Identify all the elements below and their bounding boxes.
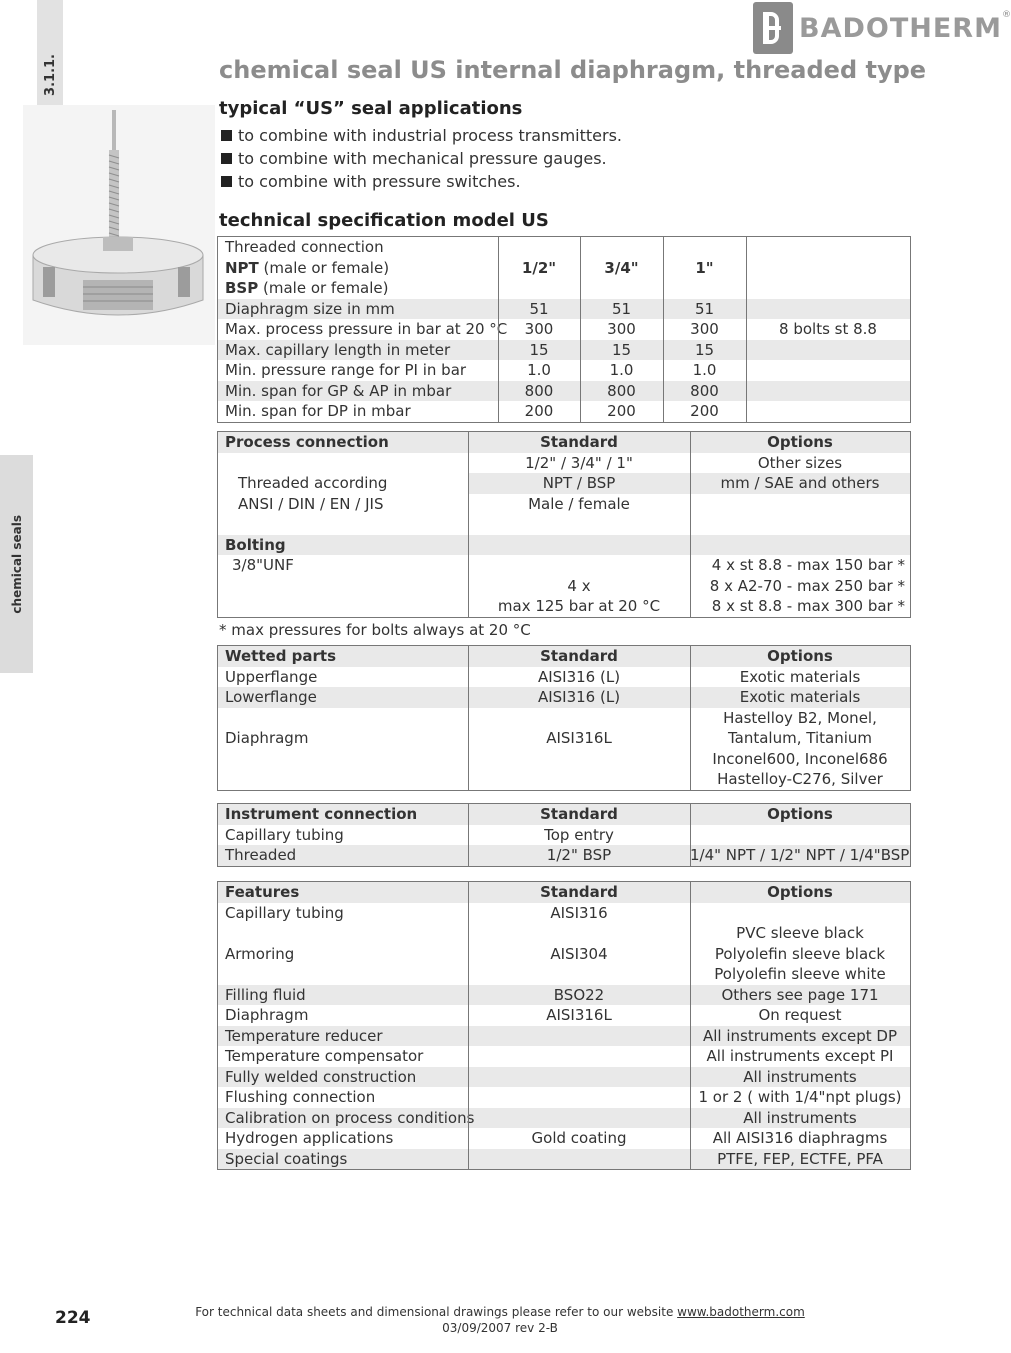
product-photo bbox=[23, 105, 215, 345]
table-row: Max. process pressure in bar at 20 °C 300 300 300 8 bolts st 8.8 bbox=[225, 320, 877, 338]
table-row: Hydrogen applications Gold coating All AISI316 diaphragms bbox=[225, 1129, 888, 1147]
table-row: Temperature reducer All instruments except DP bbox=[218, 1026, 910, 1047]
table-row: NPT (male or female) 1/2" 3/4" 1" bbox=[225, 258, 714, 277]
table-row: Flushing connection 1 or 2 ( with 1/4"npt plugs) bbox=[225, 1088, 902, 1106]
section-number: 3.1.1. bbox=[42, 54, 58, 96]
table-row: BSP (male or female) bbox=[225, 279, 389, 297]
list-item: to combine with mechanical pressure gauges. bbox=[221, 147, 622, 170]
table-row: Min. span for GP & AP in mbar 800 800 800 bbox=[218, 381, 910, 402]
table-row: Inconel600, Inconel686 bbox=[712, 749, 888, 768]
table-row: 1/2" / 3/4" / 1" Other sizes bbox=[525, 453, 843, 472]
table-row: Special coatings PTFE, FEP, ECTFE, PFA bbox=[218, 1149, 910, 1170]
table-row: Min. span for DP in mbar 200 200 200 bbox=[225, 402, 719, 420]
table-row: Diaphragm AISI316L On request bbox=[225, 1006, 842, 1024]
table-row: Upperflange AISI316 (L) Exotic materials bbox=[225, 667, 861, 686]
page-number: 224 bbox=[55, 1308, 91, 1328]
table-row: Diaphragm size in mm 51 51 51 bbox=[218, 299, 910, 320]
revision-date: 03/09/2007 rev 2-B bbox=[442, 1321, 558, 1335]
square-bullet-icon bbox=[221, 153, 232, 164]
footer bbox=[0, 1304, 1000, 1336]
side-tab bbox=[0, 455, 33, 673]
table-row: Features Standard Options bbox=[218, 882, 910, 903]
table-row bbox=[218, 514, 910, 535]
brand-name: BADOTHERM bbox=[799, 12, 1002, 44]
applications-heading: typical “US” seal applications bbox=[219, 98, 523, 119]
table-row: Hastelloy B2, Monel, bbox=[723, 708, 877, 727]
table-row: Hastelloy-C276, Silver bbox=[717, 770, 883, 788]
list-item: to combine with pressure switches. bbox=[221, 170, 622, 193]
wetted-parts-table bbox=[217, 645, 911, 791]
side-label: chemical seals bbox=[9, 514, 24, 614]
website-link[interactable]: www.badotherm.com bbox=[677, 1305, 805, 1319]
table-row: ANSI / DIN / EN / JIS Male / female bbox=[238, 494, 630, 513]
table-row: Fully welded construction All instruments bbox=[218, 1067, 910, 1088]
table-row: Capillary tubing AISI316 bbox=[225, 903, 608, 922]
table-row: Wetted parts Standard Options bbox=[218, 646, 910, 667]
table-row: Capillary tubing Top entry bbox=[225, 825, 614, 844]
table-row: 3/8"UNF 4 x st 8.8 - max 150 bar * bbox=[232, 556, 905, 574]
features-table bbox=[217, 881, 911, 1170]
page-title: chemical seal US internal diaphragm, threaded type bbox=[219, 56, 927, 84]
table-row: Threaded connection bbox=[225, 238, 384, 256]
spec-heading: technical specification model US bbox=[219, 210, 549, 231]
bolt-pressure-note: * max pressures for bolts always at 20 °C bbox=[219, 621, 531, 639]
square-bullet-icon bbox=[221, 176, 232, 187]
table-row: Polyolefin sleeve white bbox=[714, 965, 886, 983]
table-row: Max. capillary length in meter 15 15 15 bbox=[218, 340, 910, 361]
table-row: Process connection Standard Options bbox=[218, 432, 910, 453]
table-row: Instrument connection Standard Options bbox=[218, 804, 910, 825]
applications-list bbox=[221, 124, 622, 193]
table-row: Diaphragm AISI316L Tantalum, Titanium bbox=[225, 729, 872, 747]
table-row: Threaded 1/2" BSP 1/4" NPT / 1/2" NPT / 1/4"BSP bbox=[218, 845, 910, 866]
footer-text: For technical data sheets and dimensional drawings please refer to our website bbox=[195, 1305, 678, 1319]
table-row: Filling fluid BSO22 Others see page 171 bbox=[218, 985, 910, 1006]
square-bullet-icon bbox=[221, 130, 232, 141]
instrument-connection-table bbox=[217, 803, 911, 867]
table-row: Armoring AISI304 Polyolefin sleeve black bbox=[225, 944, 886, 963]
table-row: Min. pressure range for PI in bar 1.0 1.0 1.0 bbox=[225, 361, 717, 379]
table-row: Temperature compensator All instruments except PI bbox=[225, 1047, 894, 1065]
brand-logo bbox=[753, 2, 1011, 54]
spec-table bbox=[217, 236, 911, 423]
table-row: Calibration on process conditions All instruments bbox=[218, 1108, 910, 1129]
logo-b-icon bbox=[753, 2, 793, 54]
table-row: Lowerflange AISI316 (L) Exotic materials bbox=[218, 687, 910, 708]
table-row: Threaded according NPT / BSP mm / SAE and others bbox=[218, 473, 910, 494]
table-row: PVC sleeve black bbox=[736, 924, 864, 942]
table-row: Bolting bbox=[218, 535, 910, 556]
brand-registered-mark: ® bbox=[1001, 10, 1011, 20]
section-tab bbox=[37, 0, 63, 106]
table-row: 4 x 8 x A2-70 - max 250 bar * bbox=[567, 576, 905, 595]
table-row: max 125 bar at 20 °C 8 x st 8.8 - max 300 bar * bbox=[497, 597, 905, 615]
process-connection-table bbox=[217, 431, 911, 618]
list-item: to combine with industrial process transmitters. bbox=[221, 124, 622, 147]
